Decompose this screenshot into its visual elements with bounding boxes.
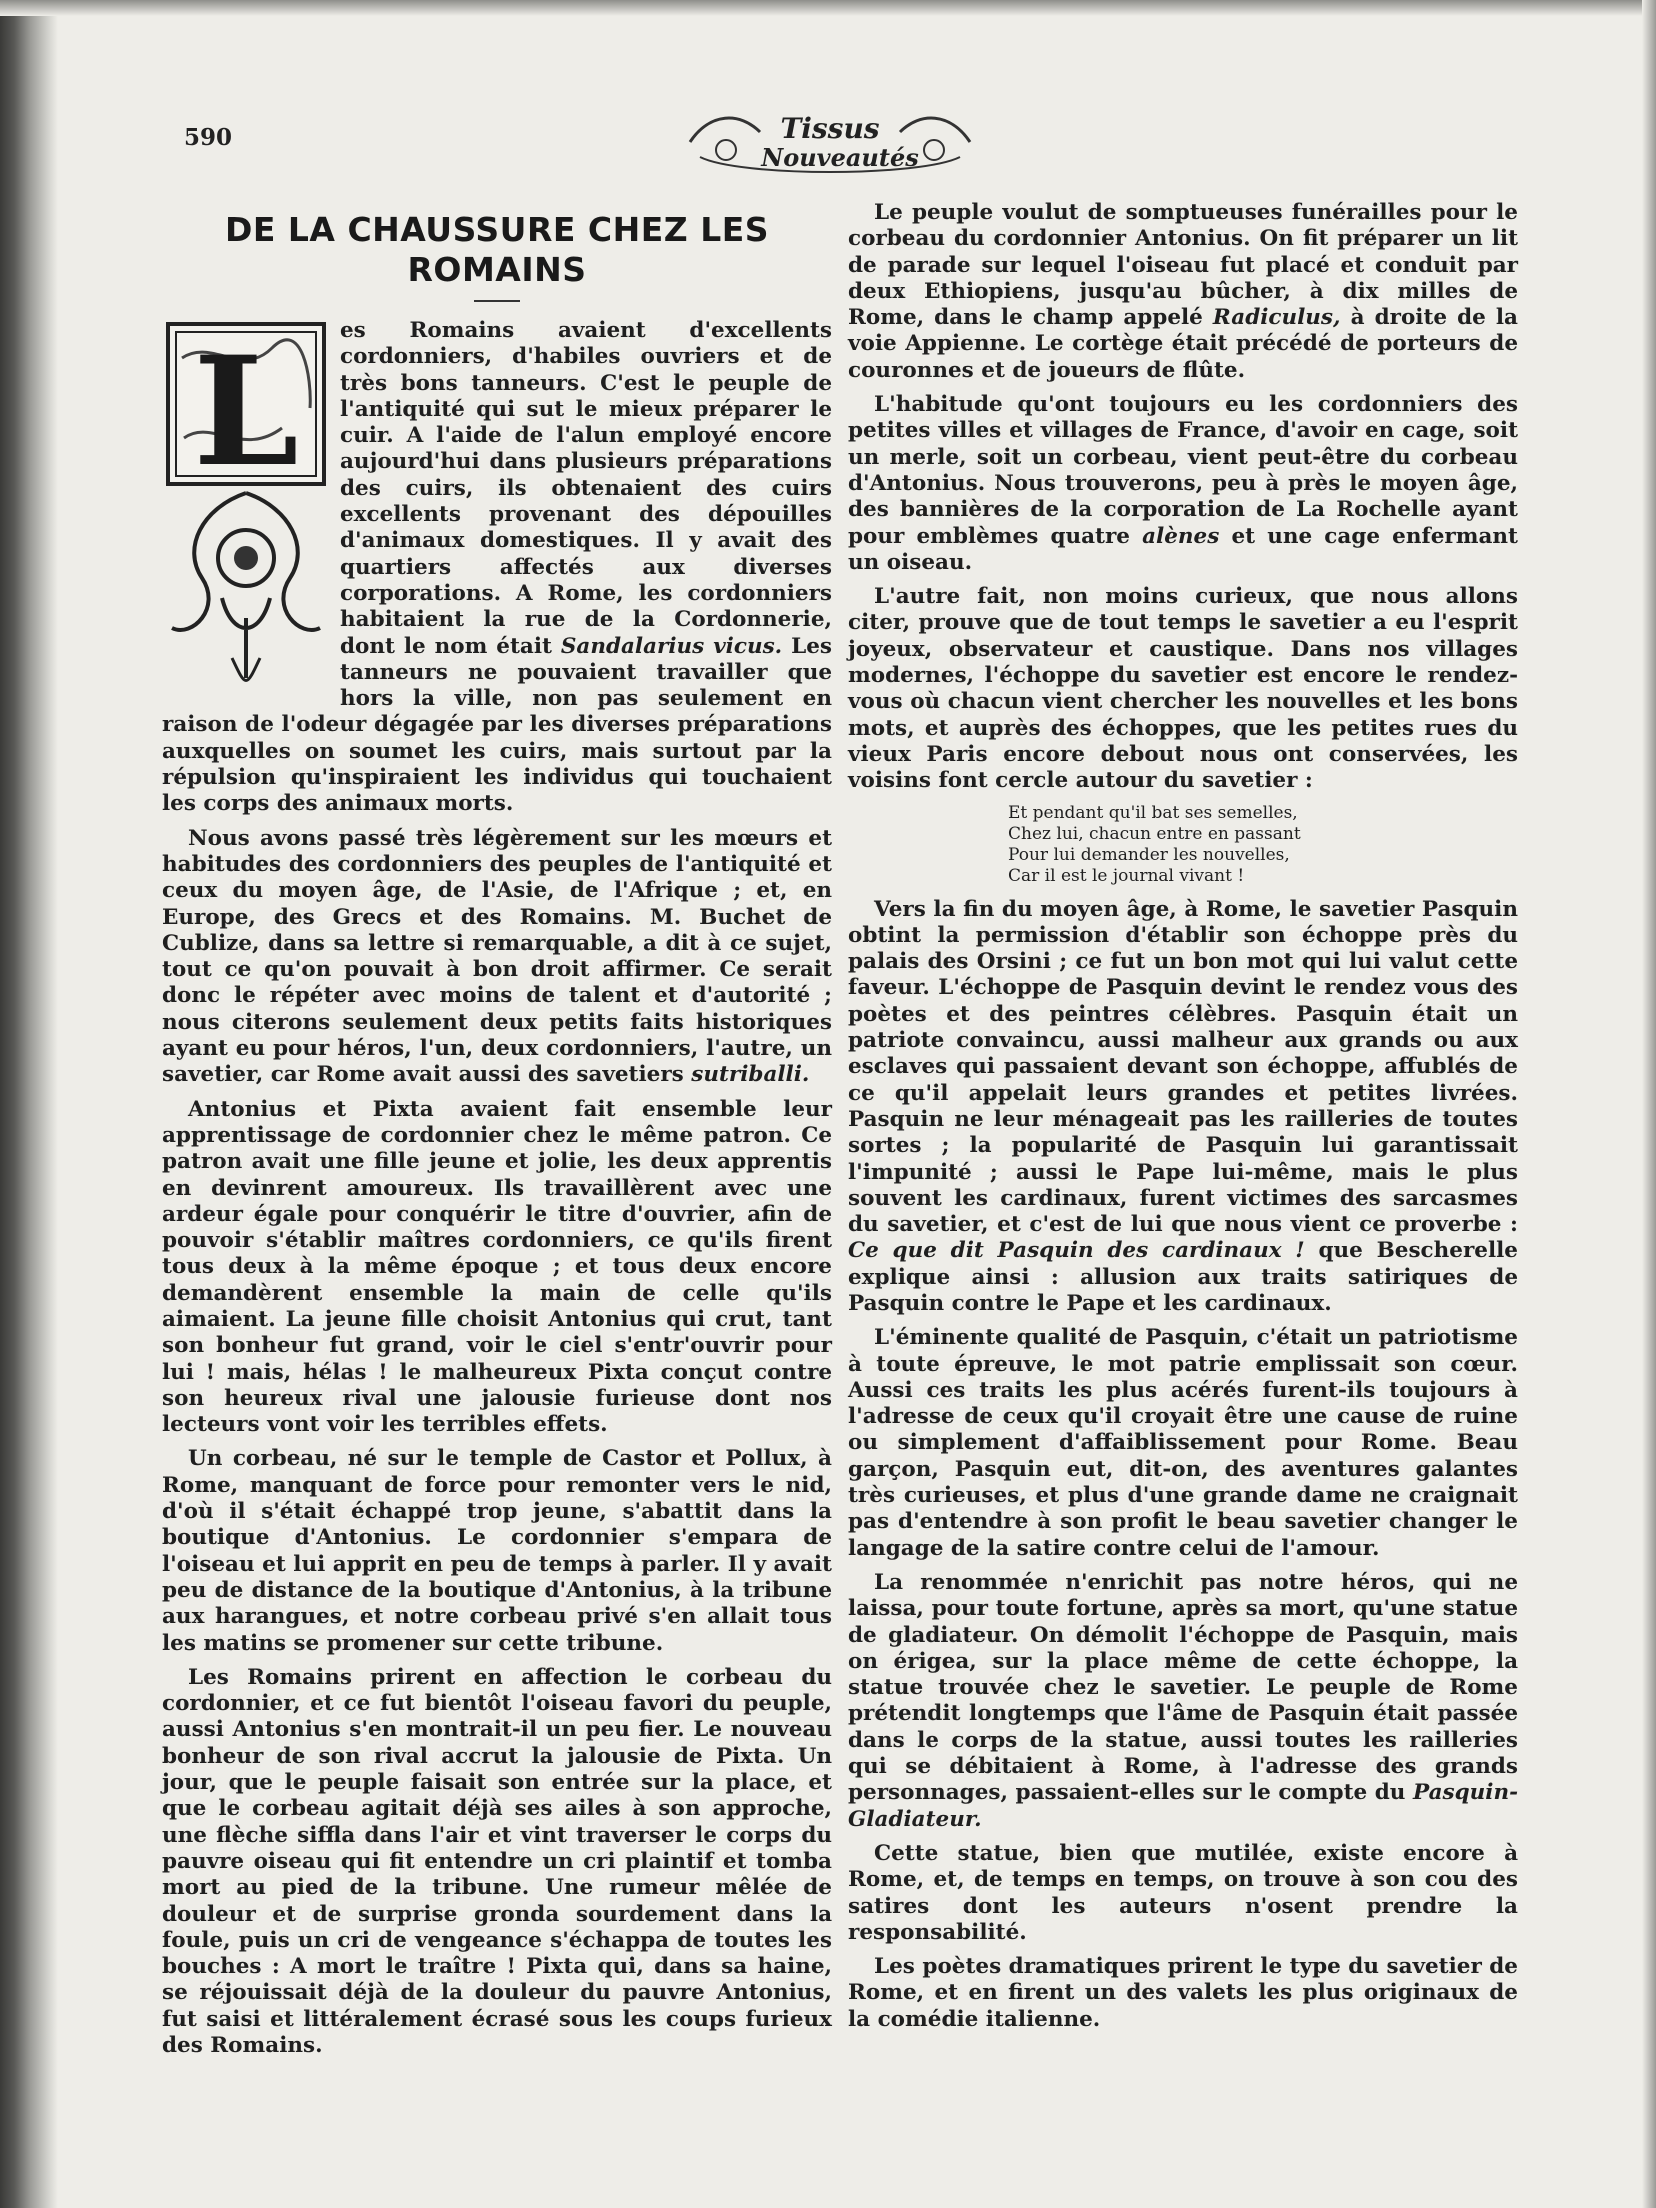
p11-text: La renommée n'enrichit pas notre héros, qui ne laissa, pour toute fortune, après sa mort, qu'une statue de gladiateur. On démolit l'échoppe de Pasquin, mais on érigea, sur la place même de cette échoppe, la statue trouvée chez le savetier. Le peuple de Rome prétendit longtemps que l'âme de Pasquin était passée dans le corps de la statue, aussi toutes les railleries qui se débitaient à Rome, à l'adresse des grands personnages, passaient-elles sur le compte du xyxy=(848,1569,1518,1806)
poem-line: Car il est le journal vivant ! xyxy=(1008,865,1245,886)
left-column xyxy=(162,200,832,2067)
p7-end: et une cage enfermant un oiseau. xyxy=(848,523,1518,575)
title-rule xyxy=(474,300,520,302)
paragraph-4: Un corbeau, né sur le temple de Castor et Pollux, à Rome, manquant de force pour remonter vers le nid, d'où il s'était échappé trop jeune, s'abattit dans la boutique d'Antonius. Le cordonnier s'empara de l'oiseau et lui apprit en peu de temps à parler. Il y avait peu de distance de la boutique d'Antonius, à la tribune aux harangues, et notre corbeau privé s'en allait tous les matins se promener sur cette tribune. xyxy=(162,1446,832,1656)
p7-text: L'habitude qu'ont toujours eu les cordonniers des petites villes et villages de France, d'avoir en cage, soit un merle, soit un corbeau, vient peut-être du corbeau d'Antonius. Nous trouverons, peu à près le moyen âge, des bannières de la corporation de La Rochelle ayant pour emblèmes quatre xyxy=(848,392,1518,549)
p1-italic: Sandalarius vicus. xyxy=(560,633,783,659)
paragraph-5: Les Romains prirent en affection le corbeau du cordonnier, et ce fut bientôt l'oiseau favori du peuple, aussi Antonius s'en montrait-il un peu fier. Le nouveau bonheur de son rival accrut la jalousie de Pixta. Un jour, que le peuple faisait son entrée sur la place, et que le corbeau agitait déjà ses ailes à son approche, une flèche siffla dans l'air et vint traverser le corps du pauvre oiseau qui fit entendre un cri plaintif et tomba mort au pied de la tribune. Une rumeur mêlée de douleur et de surprise gronda sourdement dans la foule, puis un cri de vengeance s'échappa de toutes les bouches : A mort le traître ! Pixta qui, dans sa haine, se réjouissait déjà de la douleur du pauvre Antonius, fut saisi et littéralement écrasé sous les coups furieux des Romains. xyxy=(162,1664,832,2058)
p9-text: Vers la fin du moyen âge, à Rome, le savetier Pasquin obtint la permission d'établir son échoppe près du palais des Orsini ; ce fut un bon mot qui lui valut cette faveur. L'échoppe de Pasquin devint le rendez vous des poètes et des peintres célèbres. Pasquin était un patriote convaincu, aussi malheur aux grands ou aux esclaves qui passaient devant son échoppe, affublés de ce qu'il appelait leurs grandes et petites livrées. Pasquin ne leur ménageait pas les railleries de toutes sortes ; la popularité de Pasquin lui garantissait l'impunité ; aussi le Pape lui-même, mais le plus souvent les cardinaux, furent victimes des sarcasmes du savetier, et c'est de lui que nous vient ce proverbe : xyxy=(848,896,1518,1238)
paragraph-2 xyxy=(162,826,832,1089)
poem-line: Pour lui demander les nouvelles, xyxy=(1008,844,1290,865)
p6-end: à droite de la voie Appienne. Le cortège était précédé de porteurs de couronnes et de joueurs de flûte. xyxy=(848,305,1518,383)
p2-italic: sutriballi. xyxy=(691,1062,810,1088)
masthead-logo xyxy=(680,102,980,182)
paragraph-11 xyxy=(848,1570,1518,1833)
p9-italic: Ce que dit Pasquin des cardinaux ! xyxy=(848,1238,1305,1264)
paragraph-10: L'éminente qualité de Pasquin, c'était un patriotisme à toute épreuve, le mot patrie emplissait son cœur. Aussi ces traits les plus acérés furent-ils toujours à l'adresse de ceux qu'il croyait être une cause de ruine ou simplement d'affaiblissement pour Rome. Beau garçon, Pasquin eut, dit-on, des aventures galantes très curieuses, et plus d'une grande dame ne craignait pas d'entendre à son profit le beau savetier changer le langage de la satire contre celui de l'amour. xyxy=(848,1325,1518,1561)
svg-text:L: L xyxy=(193,324,299,500)
paragraph-9 xyxy=(848,897,1518,1318)
ornamental-dropcap xyxy=(162,318,330,698)
poem-quote xyxy=(1008,803,1518,887)
p1-text: es Romains avaient d'excellents cordonniers, d'habiles ouvriers et de très bons tanneurs. C'est le peuple de l'antiquité qui sut le mieux préparer le cuir. A l'aide de l'alun employé encore aujourd'hui dans plusieurs préparations des cuirs, ils obtenaient des cuirs excellents provenant des dépouilles d'animaux domestiques. Il y avait des quartiers affectés aux diverses corporations. A Rome, les cordonniers habitaient la rue de la Cordonnerie, dont le nom était xyxy=(340,318,832,659)
paragraph-8: L'autre fait, non moins curieux, que nous allons citer, prouve que de tout temps le savetier a eu l'esprit joyeux, observateur et caustique. Dans nos villages modernes, l'échoppe du savetier est encore le rendez-vous où chacun vient chercher les nouvelles et les bons mots, et auprès des échoppes, que les petites rues du vieux Paris encore debout nous ont conservées, les voisins font cercle autour du savetier : xyxy=(848,584,1518,794)
masthead-logo-svg xyxy=(680,102,980,182)
top-edge-shadow xyxy=(0,0,1656,16)
p2-text: Nous avons passé très légèrement sur les mœurs et habitudes des cordonniers des peuples de l'antiquité et ceux du moyen âge, de l'Asie, de l'Afrique ; et, en Europe, des Grecs et des Romains. M. Buchet de Cublize, dans sa lettre si remarquable, a dit à ce sujet, tout ce qu'on pouvait à bon droit affirmer. Ce serait donc le répéter avec moins de talent et d'autorité ; nous citerons seulement deux petits faits historiques ayant eu pour héros, l'un, deux cordonniers, l'autre, un savetier, car Rome avait aussi des savetiers xyxy=(162,825,832,1088)
svg-text:Tissus: Tissus xyxy=(780,112,880,145)
right-edge-shadow xyxy=(1642,0,1656,2208)
poem-line: Chez lui, chacun entre en passant xyxy=(1008,823,1301,844)
paragraph-13: Les poètes dramatiques prirent le type du savetier de Rome, et en firent un des valets les plus originaux de la comédie italienne. xyxy=(848,1954,1518,2032)
right-column xyxy=(848,200,1518,2041)
paragraph-12: Cette statue, bien que mutilée, existe encore à Rome, et, de temps en temps, on trouve à son cou des satires dont les auteurs n'osent prendre la responsabilité. xyxy=(848,1840,1518,1945)
p9-end: que Bescherelle explique ainsi : allusion aux traits satiriques de Pasquin contre le Pape et les cardinaux. xyxy=(848,1238,1518,1316)
svg-text:Nouveautés: Nouveautés xyxy=(761,143,919,172)
poem-line: Et pendant qu'il bat ses semelles, xyxy=(1008,802,1298,823)
p7-italic: alènes xyxy=(1142,523,1220,549)
paragraph-7 xyxy=(848,392,1518,576)
p11-italic: Pasquin-Gladiateur. xyxy=(848,1780,1518,1832)
p6-italic: Radiculus, xyxy=(1212,305,1341,331)
paragraph-6 xyxy=(848,200,1518,384)
article-title: DE LA CHAUSSURE CHEZ LES ROMAINS xyxy=(224,210,770,289)
book-binding-shadow xyxy=(0,0,58,2208)
page-number: 590 xyxy=(184,124,233,151)
paragraph-3: Antonius et Pixta avaient fait ensemble leur apprentissage de cordonnier chez le même patron. Ce patron avait une fille jeune et jolie, les deux apprentis en devinrent amoureux. Ils travaillèrent avec une ardeur égale pour conquérir le titre d'ouvrier, afin de pouvoir s'établir maîtres cordonniers, ce qu'ils firent tous deux à la même époque ; et tous deux encore demandèrent ensemble la main de celle qu'ils aimaient. La jeune fille choisit Antonius qui crut, tant son bonheur fut grand, voir le ciel s'entr'ouvrir pour lui ! mais, hélas ! le malheureux Pixta conçut contre son heureux rival une jalousie furieuse dont nos lecteurs vont voir les terribles effets. xyxy=(162,1096,832,1438)
dropcap-ornament-svg xyxy=(162,318,330,698)
p1-end: Les tanneurs ne pouvaient travailler que hors la ville, non pas seulement en raison de l'odeur dégagée par les diverses préparations auxquelles on soumet les cuirs, mais surtout par la répulsion qu'inspiraient les individus qui touchaient les corps des animaux morts. xyxy=(162,633,833,817)
p6-text: Le peuple voulut de somptueuses funérailles pour le corbeau du cordonnier Antonius. On fit préparer un lit de parade sur lequel l'oiseau fut placé et conduit par deux Ethiopiens, jusqu'au bûcher, à dix milles de Rome, dans le champ appelé xyxy=(848,200,1518,331)
